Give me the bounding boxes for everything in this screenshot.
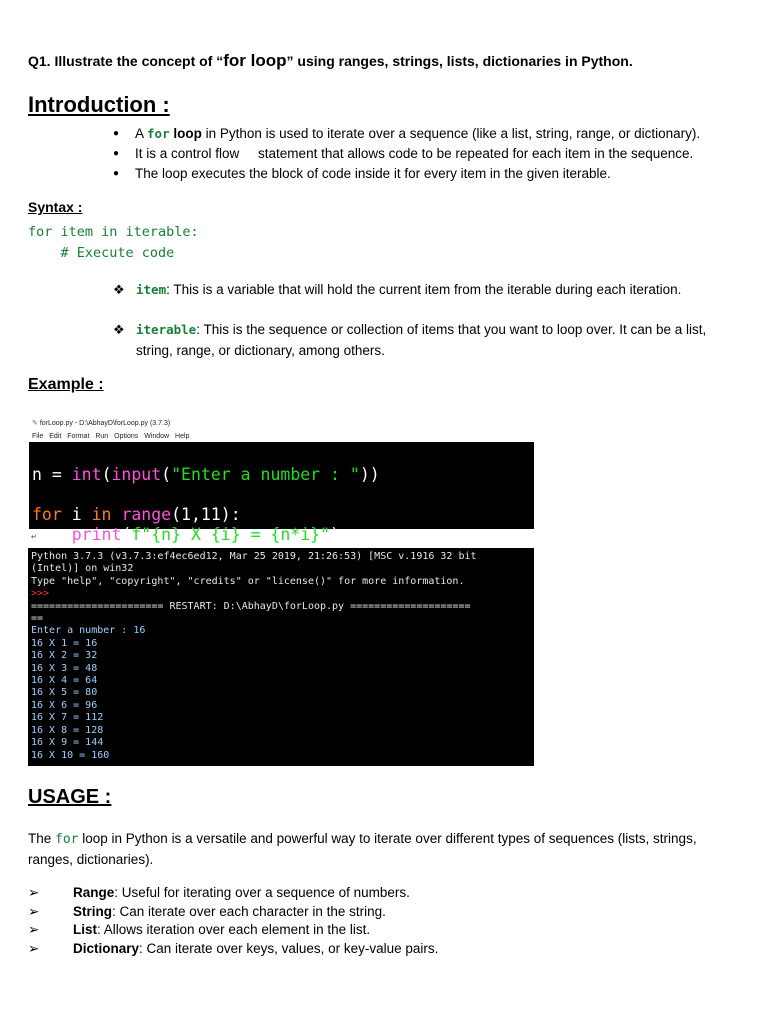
usage-term: List — [73, 922, 98, 937]
usage-list — [28, 884, 438, 958]
definition-item — [113, 279, 746, 300]
diamond-bullet-icon: ❖ — [113, 282, 125, 297]
question-prefix: Q1. Illustrate the concept of “ — [28, 53, 224, 69]
usage-desc: : Useful for iterating over a sequence of numbers. — [114, 885, 410, 900]
usage-desc: : Allows iteration over each element in the list. — [97, 922, 371, 937]
editor-code-area — [29, 442, 534, 544]
code-token: for — [32, 505, 62, 524]
syntax-line-2: # Execute code — [28, 245, 175, 261]
intro-b1-bold: loop — [169, 126, 202, 141]
shell-line: Python 3.7.3 (v3.7.3:ef4ec6ed12, Mar 25 2019, 21:26:53) [MSC v.1916 32 bit — [31, 551, 477, 562]
editor-line-blank — [29, 485, 534, 505]
code-token: (1,11): — [171, 505, 241, 524]
shell-line: Type "help", "copyright", "credits" or "license()" for more information. — [31, 575, 465, 587]
iterable-desc-2: string, range, or dictionary, among others. — [136, 343, 385, 358]
shell-prompt: >>> — [31, 588, 56, 600]
iterable-desc: : This is the sequence or collection of items that you want to loop over. It can be a list, — [196, 322, 707, 337]
intro-bullet-3: ● The loop executes the block of code inside it for every item in the given iterable. — [113, 164, 753, 184]
code-token — [32, 525, 72, 544]
code-token: print — [71, 525, 122, 544]
code-token: ( — [161, 465, 172, 484]
arrow-bullet-icon: ➢ — [28, 885, 40, 900]
usage-para-post: loop in Python is a versatile and powerful way to iterate over different types of sequences (lists, strings, ranges, dictionaries). — [28, 831, 697, 867]
usage-para-code: for — [55, 832, 79, 847]
code-token: i — [61, 505, 92, 524]
usage-item-dictionary — [28, 940, 438, 959]
usage-desc: : Can iterate over each character in the string. — [112, 903, 386, 919]
example-heading: Example : — [28, 376, 104, 393]
usage-term: Range — [73, 885, 115, 900]
question-heading — [28, 51, 633, 71]
python-shell-output — [28, 548, 534, 766]
editor-line-1 — [29, 465, 534, 485]
item-term: item — [136, 282, 167, 297]
shell-output-line: 16 X 3 = 48 — [31, 662, 98, 674]
shell-line: (Intel)] on win32 — [31, 563, 134, 575]
code-token: "Enter a number : " — [171, 465, 360, 484]
usage-item-list — [28, 921, 438, 940]
question-emph: for loop — [223, 51, 287, 70]
idle-editor-screenshot — [28, 414, 534, 544]
code-token: ( — [121, 525, 132, 544]
editor-title-text: forLoop.py - D:\AbhayD\forLoop.py (3.7.3) — [39, 420, 171, 427]
python-file-icon: ✎ — [32, 420, 38, 427]
shell-output-line: 16 X 2 = 32 — [31, 650, 98, 662]
arrow-bullet-icon: ➢ — [28, 903, 40, 919]
shell-output-line: 16 X 1 = 16 — [31, 637, 98, 649]
shell-output-line: 16 X 7 = 112 — [31, 712, 104, 724]
code-token: n = — [32, 465, 72, 484]
question-suffix: ” using ranges, strings, lists, dictionaries in Python. — [286, 53, 633, 69]
code-token: input — [111, 465, 162, 484]
code-token: ) — [330, 525, 340, 544]
intro-b1-post: in Python is used to iterate over a sequence (like a list, string, range, or dictionary). — [201, 126, 701, 141]
editor-line-2 — [29, 505, 534, 525]
iterable-term: iterable — [136, 322, 197, 337]
shell-output-line: 16 X 6 = 96 — [31, 699, 98, 711]
shell-output-line: 16 X 8 = 128 — [31, 724, 104, 736]
shell-output-line: 16 X 10 = 160 — [31, 749, 110, 761]
usage-item-range — [28, 884, 438, 903]
code-token: int — [71, 465, 102, 484]
intro-b1-pre: A — [135, 126, 148, 141]
usage-term: Dictionary — [73, 940, 140, 956]
shell-output-list — [31, 638, 534, 762]
introduction-list — [113, 124, 753, 184]
introduction-heading: Introduction : — [28, 92, 170, 117]
usage-desc: : Can iterate over keys, values, or key-value pairs. — [139, 940, 439, 956]
usage-heading: USAGE : — [28, 786, 112, 808]
shell-restart-line-2: == — [31, 613, 44, 625]
usage-paragraph — [28, 829, 740, 870]
editor-menu-bar: File Edit Format Run Options Window Help — [32, 433, 190, 440]
item-desc: : This is a variable that will hold the current item from the iterable during each iteration. — [166, 282, 682, 297]
code-token: f"{n} X {i} = {n*i}" — [131, 525, 331, 544]
usage-para-pre: The — [28, 831, 56, 846]
arrow-bullet-icon: ➢ — [28, 940, 40, 956]
syntax-code-block — [28, 222, 199, 264]
code-token: ( — [101, 465, 112, 484]
usage-item-string — [28, 903, 438, 922]
editor-line-3 — [29, 525, 534, 545]
intro-bullet-1 — [113, 124, 753, 144]
shell-restart-line: ====================== RESTART: D:\AbhayD\forLoop.py ==================== — [31, 600, 471, 612]
shell-output-line: 16 X 4 = 64 — [31, 675, 98, 687]
syntax-line-1: for item in iterable: — [28, 224, 199, 240]
code-token: range — [121, 505, 172, 524]
editor-title — [32, 419, 170, 427]
shell-input-line: Enter a number : 16 — [31, 625, 146, 637]
code-token: in — [91, 505, 112, 524]
usage-term: String — [73, 903, 112, 919]
arrow-bullet-icon: ➢ — [28, 922, 40, 937]
code-token: )) — [359, 465, 380, 484]
intro-bullet-2: ● It is a control flow statement that allows code to be repeated for each item in the sequence. — [113, 144, 753, 164]
definition-iterable — [113, 319, 746, 361]
code-token — [112, 505, 122, 524]
syntax-heading: Syntax : — [28, 199, 83, 215]
intro-b1-code: for — [147, 126, 170, 141]
diamond-bullet-icon: ❖ — [113, 322, 125, 337]
shell-output-line: 16 X 5 = 80 — [31, 687, 98, 699]
shell-output-line: 16 X 9 = 144 — [31, 737, 104, 749]
image-anchor-icon: ↵ — [31, 534, 37, 541]
